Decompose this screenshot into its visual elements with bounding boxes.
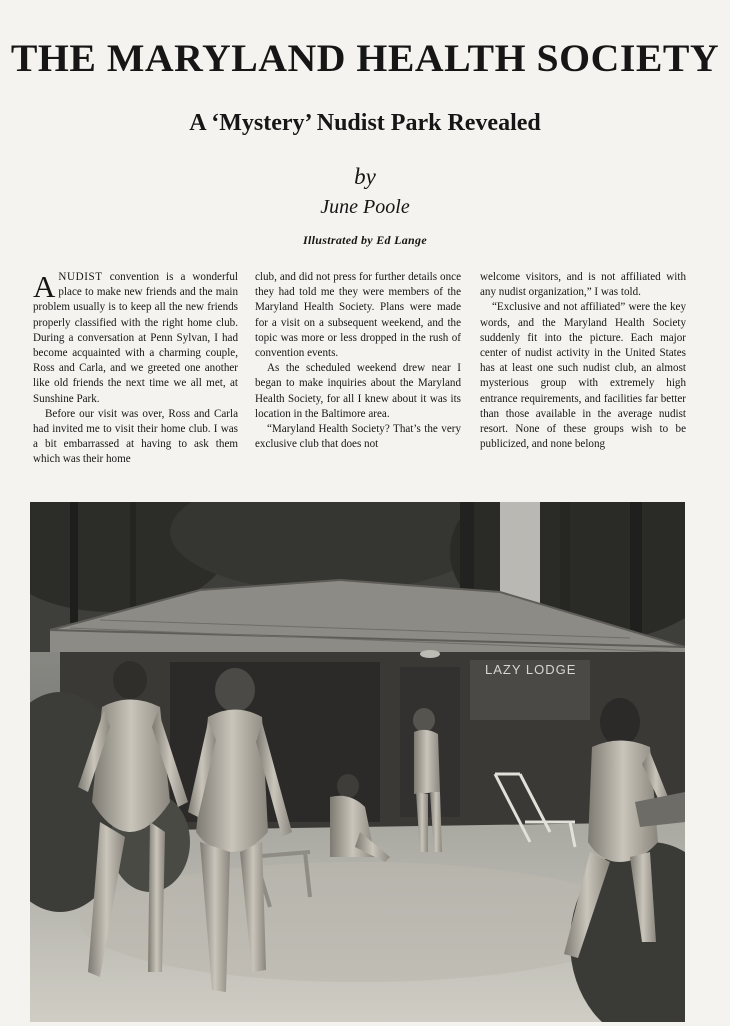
illustrator-credit: Illustrated by Ed Lange: [303, 233, 427, 247]
paragraph: Before our visit was over, Ross and Carla had invited me to visit their home club. I was a bit embarrassed at having to ask them which was their home: [33, 407, 238, 466]
author-name: June Poole: [320, 196, 410, 218]
paragraph: “Maryland Health Society? That’s the very exclusive club that does not: [255, 423, 461, 451]
lead-in-caps: NUDIST: [58, 271, 103, 283]
lodge-sign: LAZY LODGE: [485, 662, 577, 677]
paragraph: club, and did not press for further details once they had told me they were members of the Maryland Health Society. Plans were made for a visit on a subsequent weekend, and the topic was more or less dropped in the rush of convention events.: [255, 271, 461, 360]
paragraph: “Exclusive and not affiliated” were the key words, and the Maryland Health Society suddenly fit into the picture. Each major center of nudist activity in the United States has at least one such nudist club, an almost mysterious group with extremely high entrance requirements, and facilities far better than those available in the average nudist resort. None of these groups wish to be publicized, and none belong: [480, 301, 686, 451]
article-subtitle: A ‘Mystery’ Nudist Park Revealed: [189, 110, 541, 136]
paragraph: welcome visitors, and is not affiliated with any nudist organization,” I was told.: [480, 271, 686, 299]
drop-cap: A: [33, 270, 56, 304]
text-column-1: [33, 270, 238, 475]
paragraph: As the scheduled weekend drew near I began to make inquiries about the Maryland Health Society, for all I knew about it was its location in the Baltimore area.: [255, 362, 461, 420]
paragraph-text: convention is a wonderful place to make new friends and the main problem usually is to keep all the new friends properly classified with the right home club. During a conversation at Penn Sylvan, I had become acquainted with a charming couple, Ross and Carla, and we greeted one another like old friends the next time we all met, at Sunshine Park.: [33, 271, 238, 405]
text-column-2: [255, 270, 461, 475]
article-title: THE MARYLAND HEALTH SOCIETY: [10, 37, 720, 80]
photo-illustration: [30, 502, 685, 1022]
text-column-3: [480, 270, 686, 475]
paragraph: [33, 270, 238, 407]
byline-by: by: [354, 164, 376, 189]
photograph: [30, 502, 685, 1022]
